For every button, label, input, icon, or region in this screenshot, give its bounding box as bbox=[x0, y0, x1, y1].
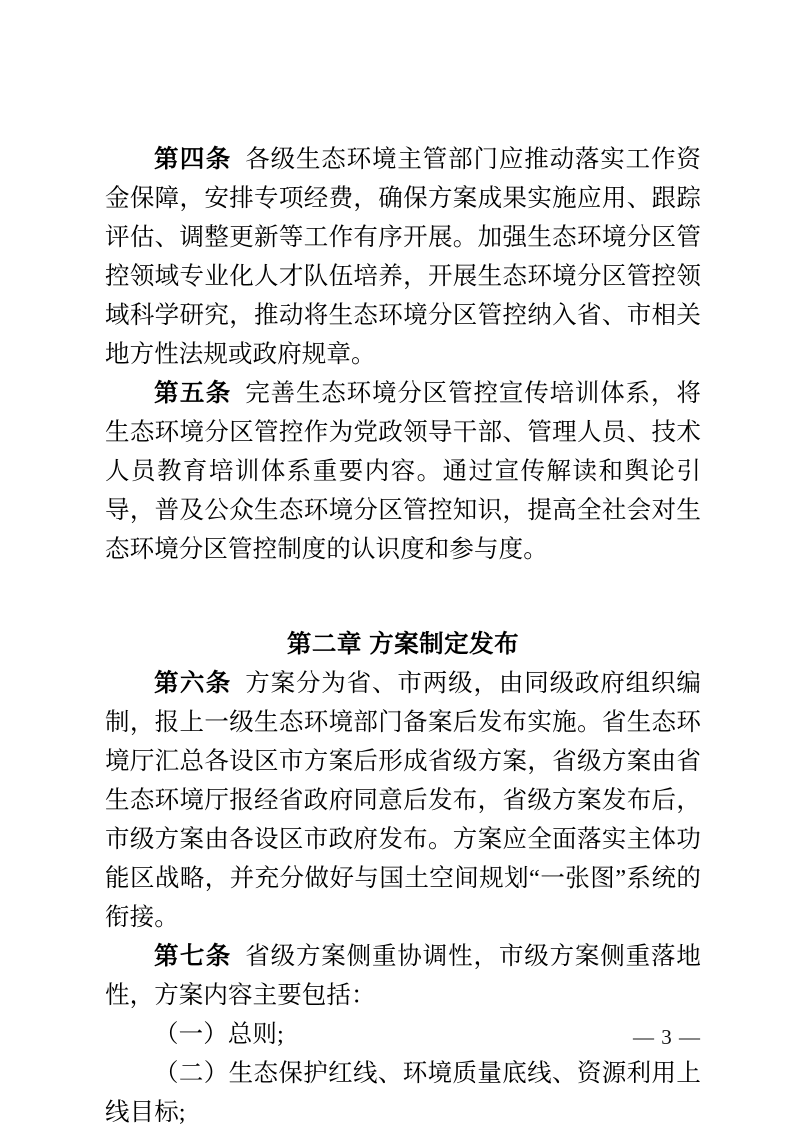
article-label-4: 第四条 bbox=[154, 146, 232, 173]
blank-half-spacer bbox=[105, 608, 701, 625]
article-paragraph-7 bbox=[105, 937, 701, 1015]
article-label-6: 第六条 bbox=[154, 670, 232, 697]
blank-line-spacer bbox=[105, 569, 701, 608]
article-body-5: 完善生态环境分区管控宣传培训体系，将生态环境分区管控作为党政领导干部、管理人员、技术人员教育培训体系重要内容。通过宣传解读和舆论引导，普及公众生态环境分区管控知识，提高全社会对生态环境分区管控制度的认识度和参与度。 bbox=[105, 380, 701, 563]
article-paragraph-6 bbox=[105, 664, 701, 937]
document-text-column bbox=[105, 140, 701, 1132]
list-item: （二）生态保护红线、环境质量底线、资源利用上线目标; bbox=[105, 1060, 701, 1126]
article-paragraph-4 bbox=[105, 140, 701, 374]
article-label-5: 第五条 bbox=[154, 380, 232, 407]
list-item: （一）总则; bbox=[154, 1021, 284, 1048]
chapter-heading-2: 第二章 方案制定发布 bbox=[286, 631, 520, 658]
article-label-7: 第七条 bbox=[154, 943, 232, 970]
article-paragraph-5 bbox=[105, 374, 701, 569]
article-body-7: 省级方案侧重协调性，市级方案侧重落地性，方案内容主要包括： bbox=[105, 943, 701, 1009]
article-body-6: 方案分为省、市两级，由同级政府组织编制，报上一级生态环境部门备案后发布实施。省生态环境厅汇总各设区市方案后形成省级方案，省级方案由省生态环境厅报经省政府同意后发布，省级方案发布后，市级方案由各设区市政府发布。方案应全面落实主体功能区战略，并充分做好与国土空间规划“一张图”系统的衔接。 bbox=[105, 670, 701, 931]
article-body-4: 各级生态环境主管部门应推动落实工作资金保障，安排专项经费，确保方案成果实施应用、跟踪评估、调整更新等工作有序开展。加强生态环境分区管控领域专业化人才队伍培养，开展生态环境分区管控领域科学研究，推动将生态环境分区管控纳入省、市相关地方性法规或政府规章。 bbox=[105, 146, 701, 368]
page-number-footer: — 3 — bbox=[633, 1025, 701, 1049]
